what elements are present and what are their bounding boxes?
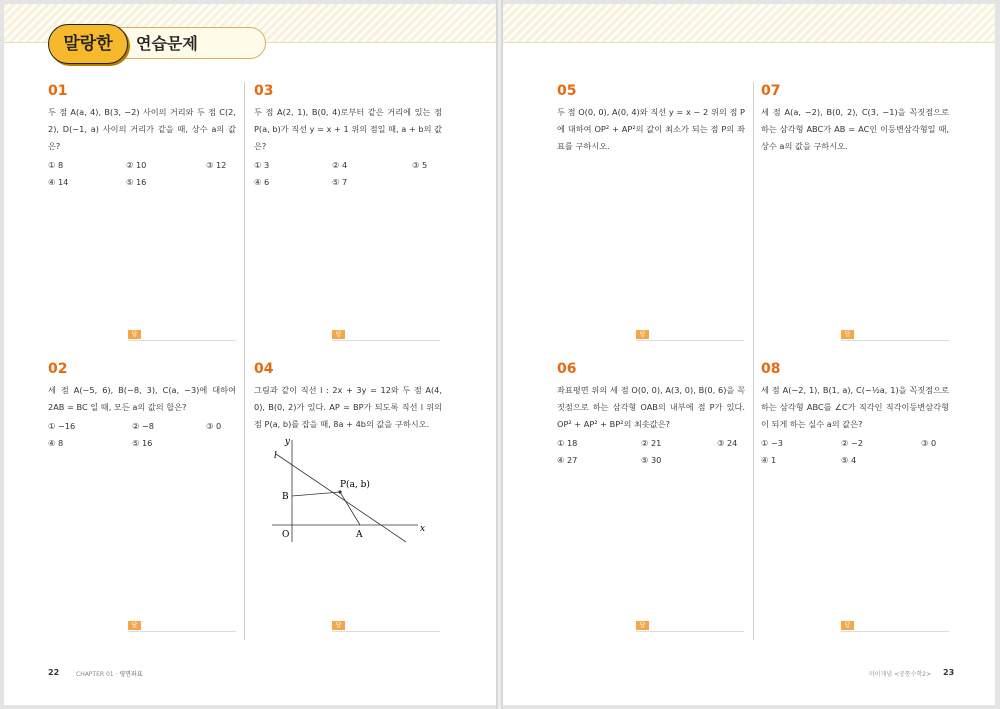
origin-label: O xyxy=(282,530,290,540)
problem-number: 01 xyxy=(48,83,68,99)
choice: ① 3 xyxy=(254,160,270,170)
problem-07 xyxy=(761,82,949,155)
problem-text: 두 점 A(a, 4), B(3, −2) 사이의 거리와 두 점 C(2, 2), D(−1, a) 사이의 거리가 같을 때, 상수 a의 값은? xyxy=(48,107,236,151)
problem-text: 좌표평면 위의 세 점 O(0, 0), A(3, 0), B(0, 6)을 꼭짓점으로 하는 삼각형 OAB의 내부에 점 P가 있다. OP² + AP² + BP²의 최솟값은? xyxy=(557,385,745,429)
answer-tag: 답 xyxy=(128,621,141,630)
problem-number: 04 xyxy=(254,361,274,377)
choice: ④ 27 xyxy=(557,455,578,465)
x-axis-label: x xyxy=(420,524,426,534)
line-l-label: l xyxy=(274,451,277,461)
answer-tag: 답 xyxy=(128,330,141,339)
answer-tag: 답 xyxy=(841,330,854,339)
answer-tag: 답 xyxy=(636,621,649,630)
point-p-label: P(a, b) xyxy=(340,480,370,490)
segment-bp xyxy=(292,492,340,496)
problem-06 xyxy=(557,360,745,473)
choice: ④ 8 xyxy=(48,438,64,448)
answer-box[interactable] xyxy=(636,330,744,341)
choice-list xyxy=(254,157,442,195)
choice-list xyxy=(48,418,236,456)
problem-number: 06 xyxy=(557,361,577,377)
answer-tag: 답 xyxy=(332,330,345,339)
problem-number: 02 xyxy=(48,361,68,377)
answer-tag: 답 xyxy=(636,330,649,339)
problem-02 xyxy=(48,360,236,456)
answer-box[interactable] xyxy=(332,621,440,632)
choice: ③ 12 xyxy=(206,160,227,170)
choice: ① 18 xyxy=(557,438,578,448)
chapter-title: 평면좌표 xyxy=(119,671,143,678)
page-number: 23 xyxy=(943,668,955,677)
problem-number: 07 xyxy=(761,83,781,99)
answer-box[interactable] xyxy=(841,621,949,632)
choice: ⑤ 16 xyxy=(132,438,153,448)
choice: ② 4 xyxy=(332,160,348,170)
problem-text: 두 점 A(2, 1), B(0, 4)로부터 같은 거리에 있는 점 P(a, b)가 직선 y = x + 1 위의 점일 때, a + b의 값은? xyxy=(254,107,442,151)
answer-tag: 답 xyxy=(332,621,345,630)
choice: ④ 14 xyxy=(48,177,69,187)
coordinate-figure xyxy=(260,432,430,544)
chapter-info: CHAPTER 01 · 평면좌표 xyxy=(76,671,143,678)
right-page xyxy=(503,4,995,705)
choice: ⑤ 7 xyxy=(332,177,348,187)
problem-number: 03 xyxy=(254,83,274,99)
choice: ④ 6 xyxy=(254,177,270,187)
problem-01 xyxy=(48,82,236,195)
problem-03 xyxy=(254,82,442,195)
problem-text: 세 점 A(−5, 6), B(−8, 3), C(a, −3)에 대하여 2AB = BC 일 때, 모든 a의 값의 합은? xyxy=(48,385,236,412)
problem-number: 08 xyxy=(761,361,781,377)
answer-tag: 답 xyxy=(841,621,854,630)
left-page xyxy=(4,4,496,705)
column-divider xyxy=(753,82,754,640)
choice: ① −3 xyxy=(761,438,784,448)
section-title: 연습문제 xyxy=(118,27,266,59)
problem-text: 세 점 A(a, −2), B(0, 2), C(3, −1)을 꼭짓점으로 하는 삼각형 ABC가 AB = AC인 이등변삼각형일 때, 상수 a의 값을 구하시오. xyxy=(761,107,949,151)
answer-box[interactable] xyxy=(128,330,236,341)
problem-05 xyxy=(557,82,745,155)
point-a-label: A xyxy=(356,530,363,540)
choice-list xyxy=(761,435,949,473)
choice: ⑤ 4 xyxy=(841,455,857,465)
choice: ② 21 xyxy=(641,438,662,448)
point-b-label: B xyxy=(282,492,289,502)
header-pattern xyxy=(503,4,995,43)
choice: ③ 0 xyxy=(921,438,937,448)
choice: ⑤ 30 xyxy=(641,455,662,465)
choice: ⑤ 16 xyxy=(126,177,147,187)
answer-box[interactable] xyxy=(636,621,744,632)
problem-04 xyxy=(254,360,442,433)
problem-08 xyxy=(761,360,949,473)
problem-text: 두 점 O(0, 0), A(0, 4)와 직선 y = x − 2 위의 점 P에 대하여 OP² + AP²의 값이 최소가 되는 점 P의 좌표를 구하시오. xyxy=(557,107,745,151)
page-number: 22 xyxy=(48,668,60,677)
chapter-label: CHAPTER 01 xyxy=(76,671,114,678)
choice: ② 10 xyxy=(126,160,147,170)
choice: ① −16 xyxy=(48,421,76,431)
choice: ② −2 xyxy=(841,438,864,448)
section-label: 말랑한 xyxy=(48,24,128,64)
book-spine xyxy=(496,0,503,709)
problem-text: 그림과 같이 직선 l : 2x + 3y = 12와 두 점 A(4, 0), B(0, 2)가 있다. AP = BP가 되도록 직선 l 위의 점 P(a, b)를 잡을 때, 8a + 4b의 값을 구하시오. xyxy=(254,385,442,429)
choice: ② −8 xyxy=(132,421,155,431)
choice: ③ 24 xyxy=(717,438,738,448)
answer-box[interactable] xyxy=(332,330,440,341)
book-title: 마이개념 <공통수학2> xyxy=(869,671,932,678)
problem-text: 세 점 A(−2, 1), B(1, a), C(−½a, 1)을 꼭짓점으로 하는 삼각형 ABC를 ∠C가 직각인 직각이등변삼각형이 되게 하는 실수 a의 값은? xyxy=(761,385,949,429)
choice-list xyxy=(557,435,745,473)
line-l xyxy=(276,454,406,542)
choice: ③ 5 xyxy=(412,160,428,170)
point-p-dot xyxy=(338,490,341,493)
choice: ④ 1 xyxy=(761,455,777,465)
y-axis-label: y xyxy=(284,437,290,447)
choice: ① 8 xyxy=(48,160,64,170)
answer-box[interactable] xyxy=(128,621,236,632)
problem-number: 05 xyxy=(557,83,577,99)
choice: ③ 0 xyxy=(206,421,222,431)
column-divider xyxy=(244,82,245,640)
answer-box[interactable] xyxy=(841,330,949,341)
choice-list xyxy=(48,157,236,195)
